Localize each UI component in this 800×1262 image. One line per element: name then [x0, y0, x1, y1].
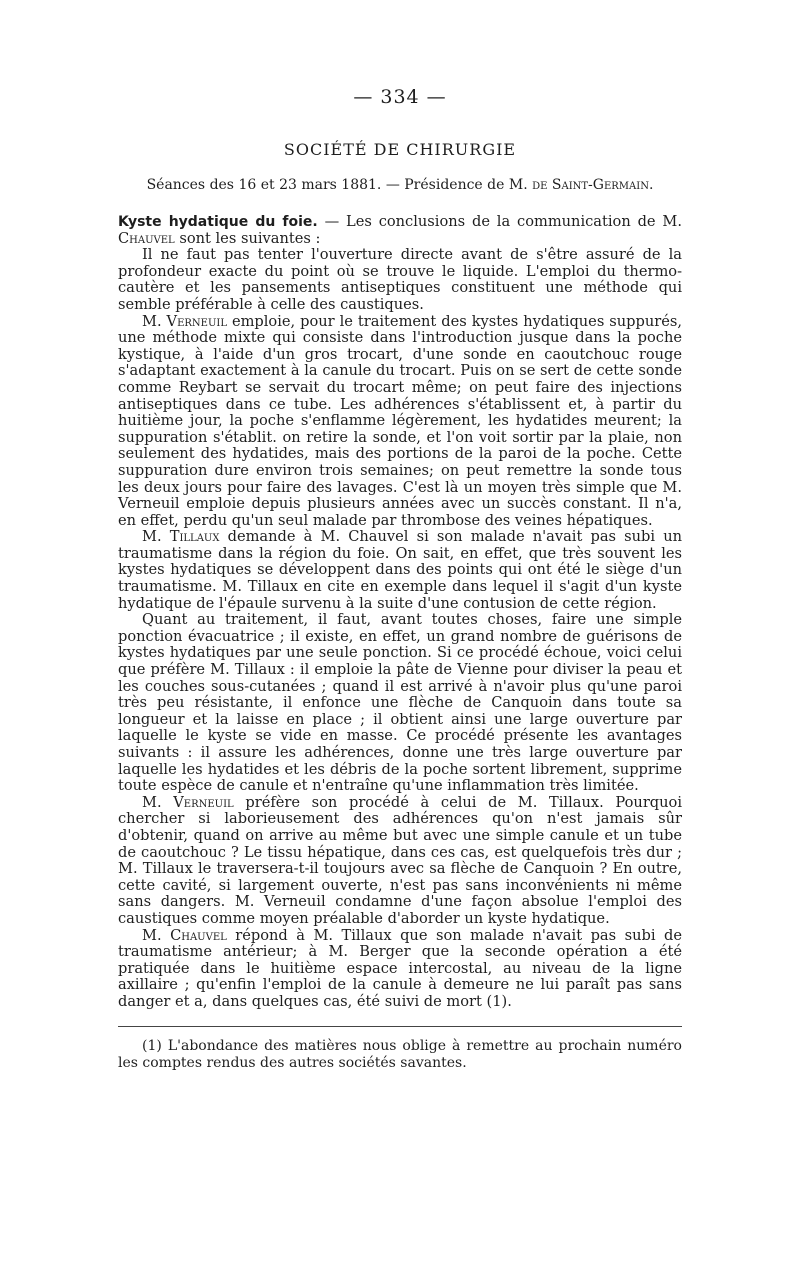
honorific: M.: [142, 926, 171, 944]
paragraph-conclusions: Il ne faut pas tenter l'ouverture directe avant de s'être assuré de la profondeur exacte du point où se trouve le liquide. L'emploi du thermo-cautère et les pansements antiseptiques constituent une méthode qui semble préférable à celle des caustiques.: [118, 246, 682, 313]
session-date-text: Séances des 16 et 23 mars 1881. — Présidence de M.: [146, 177, 533, 193]
paragraph-treatment: Quant au traitement, il faut, avant toutes choses, faire une simple ponction évacuatrice ; il existe, en effet, un grand nombre de guérisons de kystes hydatiques par une seule ponction. Si ce procédé échoue, voici celui que préfère M. Tillaux : il emploie la pâte de Vienne pour diviser la peau et les couches sous-cutanées ; quand il est arrivé à n'avoir plus qu'une paroi très peu résistante, il enfonce une flèche de Canquoin dans toute sa longueur et la laisse en place ; il obtient ainsi une large ouverture par laquelle le kyste se vide en masse. Ce procédé présente les avantages suivants : il assure les adhérences, donne une très large ouverture par laquelle les hydatides et les débris de la poche sortent librement, supprime toute espèce de canule et n'entraîne qu'une inflammation très limitée.: [118, 611, 682, 795]
paragraph-text: emploie, pour le traitement des kystes hydatiques suppurés, une méthode mixte qui consiste dans l'introduction jusque dans la poche kystique, à l'aide d'un gros trocart, d'une sonde en caoutchouc rouge s'adaptant exactement à la canule du trocart. Puis on se sert de cette sonde comme Reybart se servait du trocart même; on peut faire des injections antiseptiques dans ce tube. Les adhérences s'établissent et, à partir du huitième jour, la poche s'enflamme légèrement, les hydatides meurent; la suppuration s'établit. on retire la sonde, et l'on voit sortir par la plaie, non seulement des hydatides, mais des portions de la paroi de la poche. Cette suppuration dure environ trois semaines; on peut remettre la sonde tous les deux jours pour faire des lavages. C'est là un moyen très simple que M. Verneuil emploie depuis plusieurs années avec un succès constant. Il n'a, en effet, perdu qu'un seul malade par thrombose des veines hépatiques.: [118, 312, 682, 529]
session-line: [118, 177, 682, 193]
paragraph-text: répond à M. Tillaux que son malade n'avait pas subi de traumatisme antérieur; à M. Berger que la seconde opération a été pratiquée dans le huitième espace intercostal, au niveau de la ligne axillaire ; qu'enfin l'emploi de la canule à demeure ne lui paraît pas sans danger et a, dans quelques cas, été suivi de mort (1).: [118, 926, 682, 1010]
speaker-name: Verneuil: [166, 312, 227, 330]
intro-text: — Les conclusions de la communication de M.: [317, 213, 682, 230]
honorific: M.: [142, 528, 170, 546]
speaker-name: Tillaux: [169, 528, 220, 546]
society-title: SOCIÉTÉ DE CHIRURGIE: [283, 140, 517, 159]
intro-text-end: sont les suivantes :: [174, 229, 321, 247]
speaker-name: Verneuil: [173, 793, 234, 811]
article-body: [118, 214, 682, 1011]
honorific: M.: [142, 312, 167, 330]
paragraph-text: préfère son procédé à celui de M. Tillaux. Pourquoi chercher si laborieusement des adhérences qu'on n'est jamais sûr d'obtenir, quand on arrive au même but avec une simple canule et un tube de caoutchouc ? Le tissu hépatique, dans ces cas, est quelquefois très dur ; M. Tillaux le traversera-t-il toujours avec sa flèche de Canquoin ? En outre, cette cavité, si largement ouverte, n'est pas sans inconvénients ni même sans dangers. M. Verneuil condamne d'une façon absolue l'emploi des caustiques comme moyen préalable d'aborder un kyste hydatique.: [118, 793, 682, 927]
paragraph-chauvel-reply: [118, 928, 682, 1011]
footnote: (1) L'abondance des matières nous oblige à remettre au prochain numéro les comptes rendus des autres sociétés savantes.: [118, 1037, 682, 1071]
article-intro: [118, 214, 682, 247]
honorific: M.: [142, 793, 174, 811]
session-president: de Saint-Germain.: [532, 177, 654, 193]
paragraph-text: demande à M. Chauvel si son malade n'avait pas subi un traumatisme dans la région du foie. On sait, en effet, que très souvent les kystes hydatiques se développent dans des points qui ont été le siège d'un traumatisme. M. Tillaux en cite en exemple dans lequel il s'agit d'un kyste hydatique de l'épaule survenu à la suite d'une contusion de cette région.: [118, 528, 682, 612]
footnote-divider: [118, 1026, 682, 1027]
paragraph-verneuil-reply: [118, 795, 682, 928]
intro-name: Chauvel: [118, 229, 175, 247]
page-number: — 334 —: [353, 86, 447, 108]
paragraph-verneuil-method: [118, 314, 682, 530]
section-heading: Kyste hydatique du foie.: [118, 214, 318, 230]
document-page: [118, 86, 682, 1072]
paragraph-tillaux-question: [118, 529, 682, 612]
speaker-name: Chauvel: [170, 926, 227, 944]
